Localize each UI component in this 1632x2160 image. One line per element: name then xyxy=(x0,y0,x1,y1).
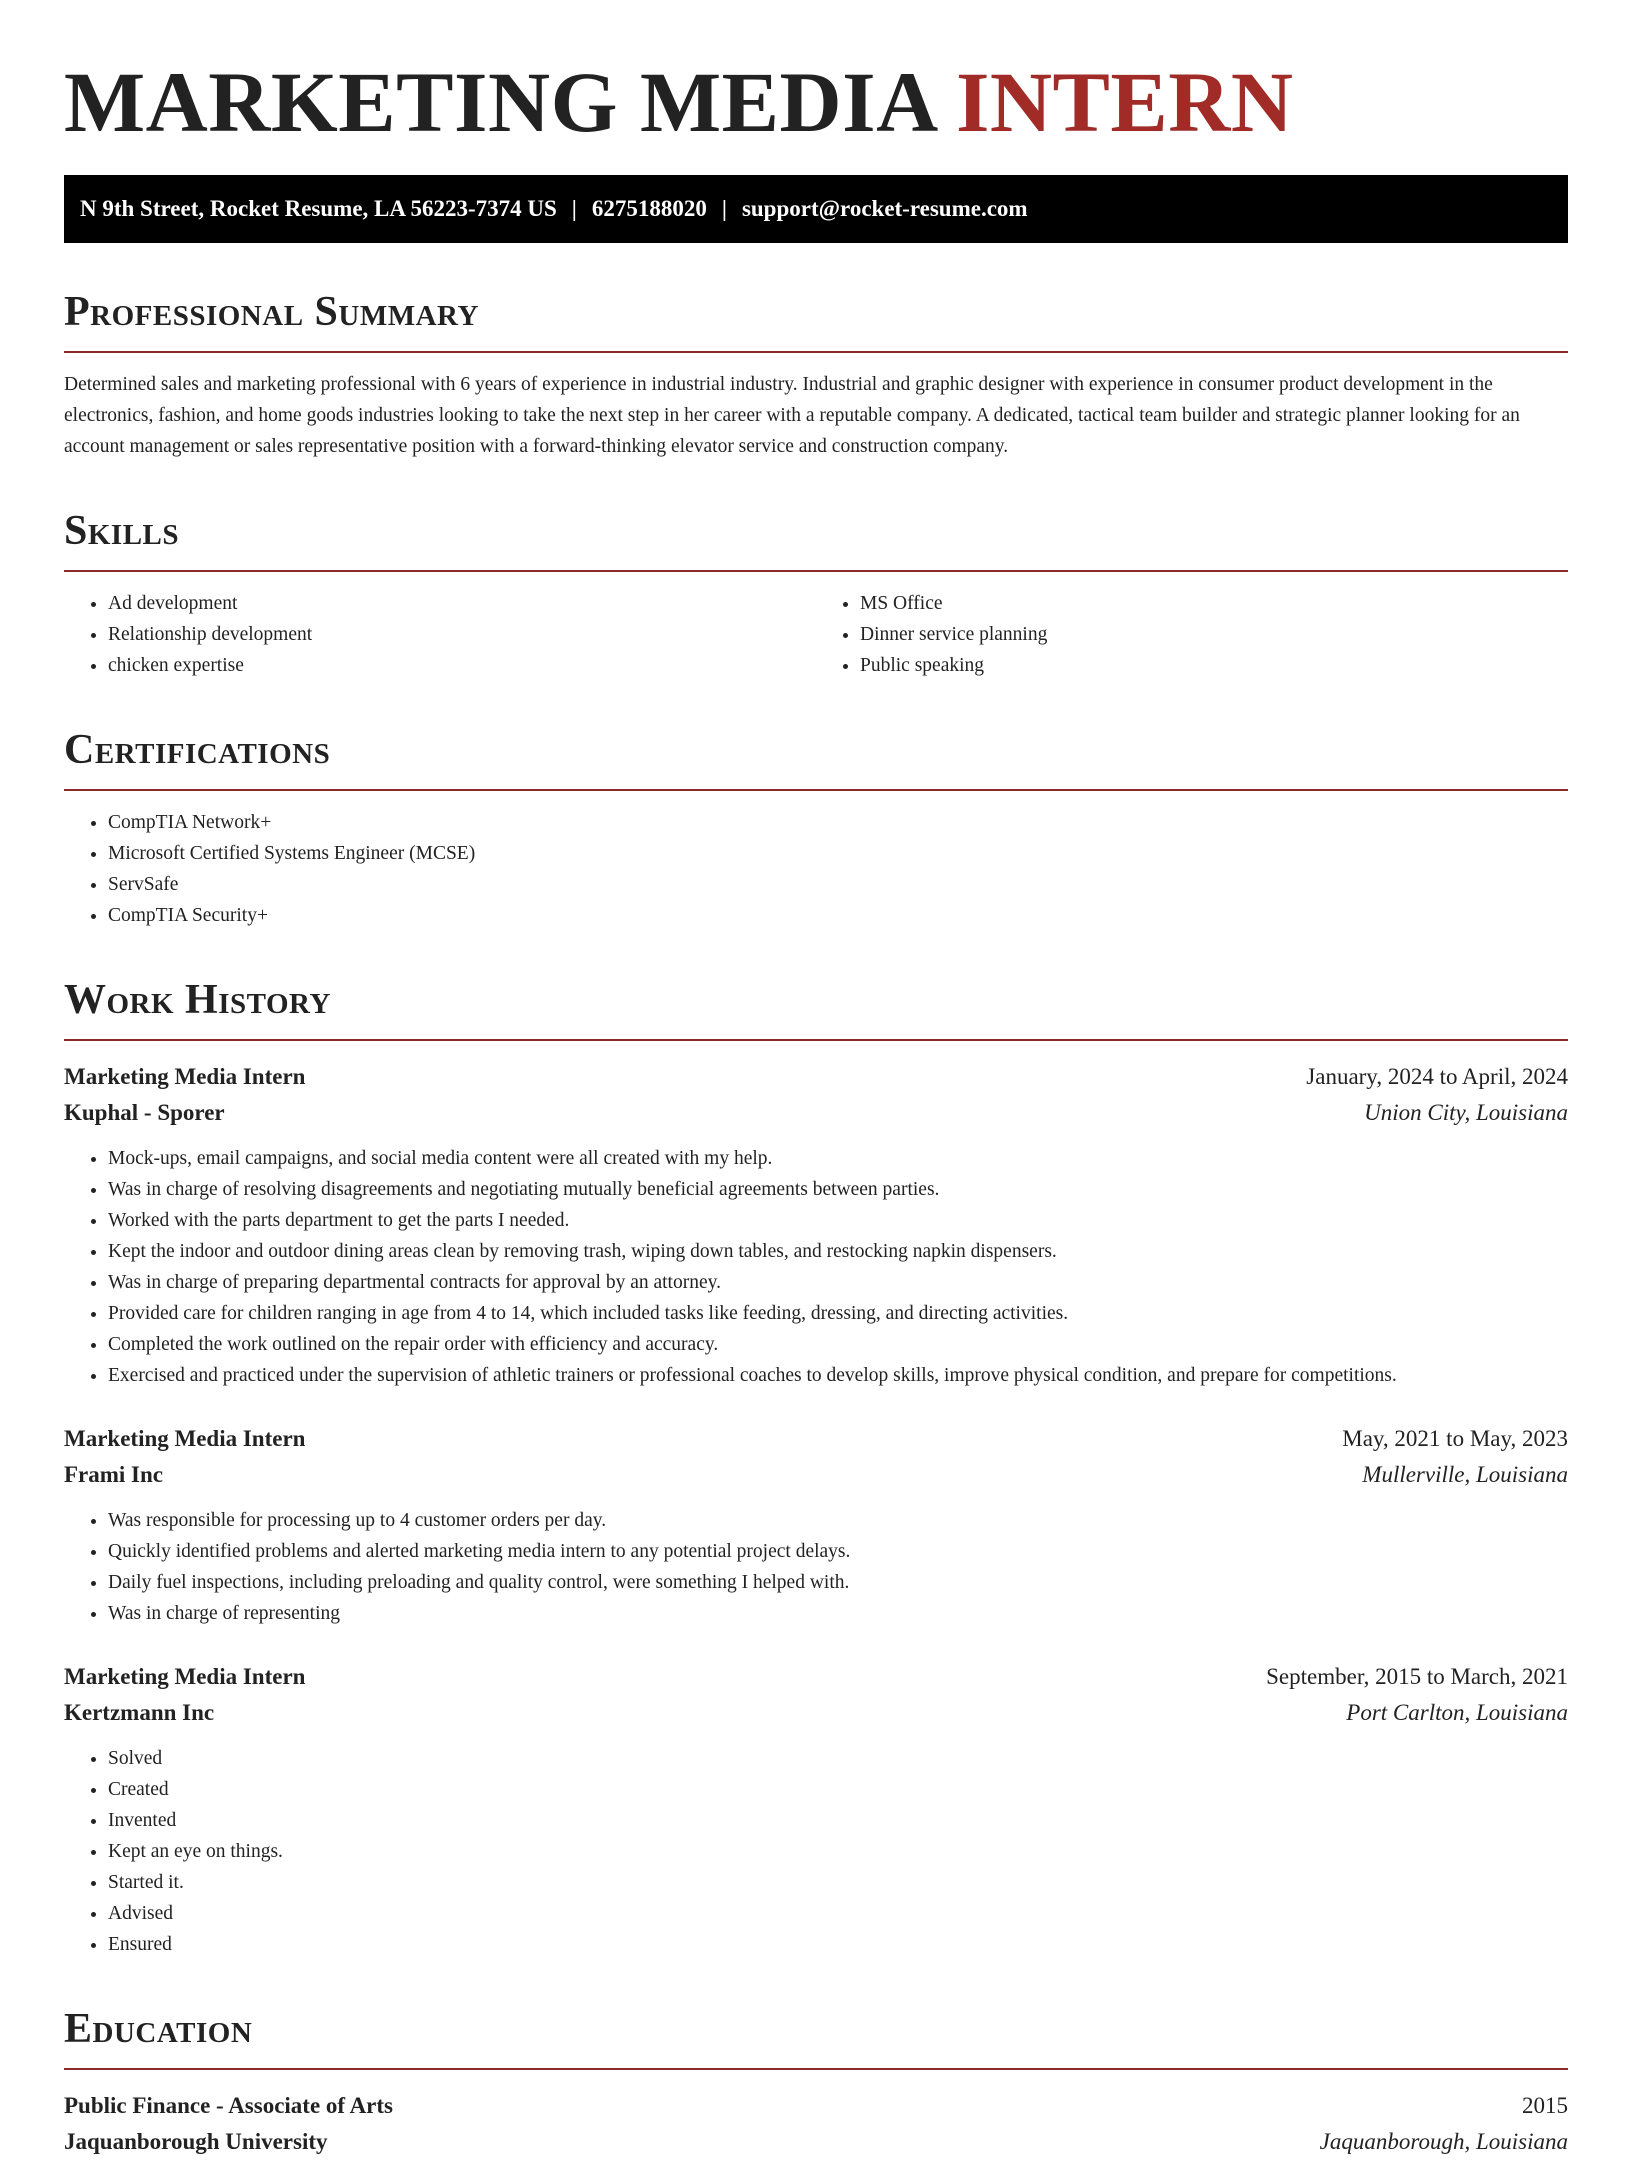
job-title: Marketing Media Intern xyxy=(64,1664,306,1689)
skill-item: • Public speaking xyxy=(860,650,1568,681)
job-bullet: • Ensured xyxy=(108,1929,1568,1960)
certification-item: • ServSafe xyxy=(108,869,1568,900)
resume-name-heading xyxy=(64,52,1568,152)
contact-separator: | xyxy=(721,196,727,221)
education-entry xyxy=(64,2088,1568,2160)
section-title-summary: Professional Summary xyxy=(64,289,479,335)
education-header-row xyxy=(64,2088,1568,2124)
job-company-row xyxy=(64,1457,1568,1493)
education-year: 2015 xyxy=(1522,2093,1568,2118)
job-bullet: • Was in charge of preparing departmental contracts for approval by an attorney. xyxy=(108,1267,1568,1298)
job-bullet: • Mock-ups, email campaigns, and social media content were all created with my help. xyxy=(108,1143,1568,1174)
job-header-row xyxy=(64,1059,1568,1095)
contact-bar xyxy=(64,175,1568,243)
job-bullets xyxy=(64,1143,1568,1391)
job-dates: January, 2024 to April, 2024 xyxy=(1306,1064,1568,1089)
summary-text: Determined sales and marketing professional with 6 years of experience in industrial industry. Industrial and graphic designer with experience in consumer product development in the electronics, fashion, and home goods industries looking to take the next step in her career with a reputable company. A dedicated, tactical team builder and strategic planner looking for an account management or sales representative position with a forward-thinking elevator service and construction company. xyxy=(64,374,1520,457)
education-location: Jaquanborough, Louisiana xyxy=(1319,2129,1568,2154)
job-company-row xyxy=(64,1695,1568,1731)
job-company: Kuphal - Sporer xyxy=(64,1100,225,1125)
skills-list-left xyxy=(64,588,816,681)
skill-item: • Ad development xyxy=(108,588,816,619)
skill-item: • MS Office xyxy=(860,588,1568,619)
certifications-list xyxy=(64,807,1568,931)
job-bullet: • Exercised and practiced under the supervision of athletic trainers or professional coaches to develop skills, improve physical condition, and prepare for competitions. xyxy=(108,1360,1568,1391)
contact-email: support@rocket-resume.com xyxy=(741,196,1028,221)
certification-item: • CompTIA Network+ xyxy=(108,807,1568,838)
job-bullet: • Kept the indoor and outdoor dining areas clean by removing trash, wiping down tables, and restocking napkin dispensers. xyxy=(108,1236,1568,1267)
job-entry xyxy=(64,1059,1568,1391)
contact-phone: 6275188020 xyxy=(591,196,707,221)
job-bullet: • Advised xyxy=(108,1898,1568,1929)
job-bullet: • Worked with the parts department to get the parts I needed. xyxy=(108,1205,1568,1236)
education-degree: Public Finance - Associate of Arts xyxy=(64,2093,393,2118)
job-bullet: • Was responsible for processing up to 4 customer orders per day. xyxy=(108,1505,1568,1536)
section-title-certifications: Certifications xyxy=(64,727,331,773)
job-bullet: • Provided care for children ranging in age from 4 to 14, which included tasks like feeding, dressing, and directing activities. xyxy=(108,1298,1568,1329)
job-title: Marketing Media Intern xyxy=(64,1426,306,1451)
job-entry xyxy=(64,1659,1568,1960)
section-title-work-history: Work History xyxy=(64,977,331,1023)
job-dates: May, 2021 to May, 2023 xyxy=(1342,1426,1568,1451)
section-divider xyxy=(64,351,1568,353)
skill-item: • chicken expertise xyxy=(108,650,816,681)
section-divider xyxy=(64,2068,1568,2070)
job-bullets xyxy=(64,1505,1568,1629)
job-bullets xyxy=(64,1743,1568,1960)
section-divider xyxy=(64,570,1568,572)
job-location: Union City, Louisiana xyxy=(1364,1100,1568,1125)
certification-item: • CompTIA Security+ xyxy=(108,900,1568,931)
skill-item: • Relationship development xyxy=(108,619,816,650)
education-school: Jaquanborough University xyxy=(64,2129,328,2154)
section-title-education: Education xyxy=(64,2006,253,2052)
name-accent: INTERN xyxy=(955,54,1294,150)
skills-list-right xyxy=(816,588,1568,681)
job-company: Frami Inc xyxy=(64,1462,164,1487)
job-entry xyxy=(64,1421,1568,1629)
job-title: Marketing Media Intern xyxy=(64,1064,306,1089)
job-company-row xyxy=(64,1095,1568,1131)
job-bullet: • Solved xyxy=(108,1743,1568,1774)
job-bullet: • Created xyxy=(108,1774,1568,1805)
job-bullet: • Completed the work outlined on the repair order with efficiency and accuracy. xyxy=(108,1329,1568,1360)
job-bullet: • Was in charge of representing xyxy=(108,1598,1568,1629)
job-bullet: • Quickly identified problems and alerted marketing media intern to any potential project delays. xyxy=(108,1536,1568,1567)
skills-grid xyxy=(64,588,1568,681)
job-header-row xyxy=(64,1659,1568,1695)
section-divider xyxy=(64,789,1568,791)
job-bullet: • Daily fuel inspections, including preloading and quality control, were something I helped with. xyxy=(108,1567,1568,1598)
job-location: Mullerville, Louisiana xyxy=(1362,1462,1568,1487)
job-company: Kertzmann Inc xyxy=(64,1700,215,1725)
job-dates: September, 2015 to March, 2021 xyxy=(1266,1664,1568,1689)
job-bullet: • Kept an eye on things. xyxy=(108,1836,1568,1867)
section-title-skills: Skills xyxy=(64,508,180,554)
job-bullet: • Invented xyxy=(108,1805,1568,1836)
certification-item: • Microsoft Certified Systems Engineer (MCSE) xyxy=(108,838,1568,869)
education-school-row xyxy=(64,2124,1568,2160)
job-bullet: • Started it. xyxy=(108,1867,1568,1898)
job-header-row xyxy=(64,1421,1568,1457)
skill-item: • Dinner service planning xyxy=(860,619,1568,650)
job-bullet: • Was in charge of resolving disagreements and negotiating mutually beneficial agreements between parties. xyxy=(108,1174,1568,1205)
job-location: Port Carlton, Louisiana xyxy=(1346,1700,1568,1725)
contact-separator: | xyxy=(571,196,577,221)
name-main: MARKETING MEDIA xyxy=(64,54,934,150)
section-divider xyxy=(64,1039,1568,1041)
contact-address: N 9th Street, Rocket Resume, LA 56223-7374 US xyxy=(80,196,557,221)
